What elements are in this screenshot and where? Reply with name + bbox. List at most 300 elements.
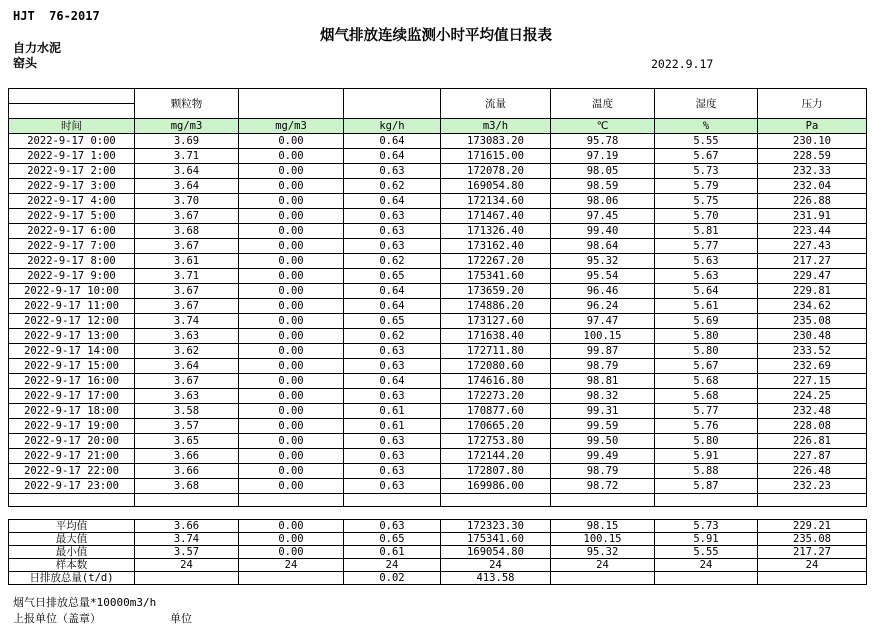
value-cell: 3.64 bbox=[135, 164, 239, 179]
value-cell: 99.87 bbox=[551, 344, 655, 359]
value-cell: 171615.00 bbox=[441, 149, 551, 164]
value-cell: 99.59 bbox=[551, 419, 655, 434]
time-cell: 2022-9-17 16:00 bbox=[9, 374, 135, 389]
summary-label-cell: 平均值 bbox=[9, 520, 135, 533]
summary-row bbox=[9, 520, 867, 533]
value-cell: 96.46 bbox=[551, 284, 655, 299]
value-cell: 232.23 bbox=[758, 479, 867, 494]
value-cell: 97.45 bbox=[551, 209, 655, 224]
value-cell: 5.55 bbox=[655, 546, 758, 559]
value-cell: 231.91 bbox=[758, 209, 867, 224]
time-cell: 2022-9-17 14:00 bbox=[9, 344, 135, 359]
hourly-row bbox=[9, 299, 867, 314]
hourly-row bbox=[9, 254, 867, 269]
value-cell: 98.79 bbox=[551, 464, 655, 479]
value-cell: 169054.80 bbox=[441, 546, 551, 559]
value-cell bbox=[758, 494, 867, 507]
time-header: 时间 bbox=[9, 119, 135, 134]
value-cell: 5.79 bbox=[655, 179, 758, 194]
value-cell: 0.00 bbox=[239, 520, 344, 533]
value-cell: 99.40 bbox=[551, 224, 655, 239]
value-cell: 0.62 bbox=[344, 329, 441, 344]
hourly-row bbox=[9, 389, 867, 404]
value-cell: 175341.60 bbox=[441, 269, 551, 284]
value-cell: 5.87 bbox=[655, 479, 758, 494]
value-cell: 3.67 bbox=[135, 239, 239, 254]
value-cell: 230.10 bbox=[758, 134, 867, 149]
hourly-row bbox=[9, 374, 867, 389]
time-cell: 2022-9-17 17:00 bbox=[9, 389, 135, 404]
value-cell: 3.68 bbox=[135, 479, 239, 494]
col-header-flow: 流量 bbox=[441, 89, 551, 119]
summary-label-cell: 最大值 bbox=[9, 533, 135, 546]
value-cell: 175341.60 bbox=[441, 533, 551, 546]
value-cell: 5.61 bbox=[655, 299, 758, 314]
value-cell: 0.00 bbox=[239, 299, 344, 314]
value-cell: 235.08 bbox=[758, 314, 867, 329]
value-cell: 3.67 bbox=[135, 209, 239, 224]
value-cell: 0.63 bbox=[344, 520, 441, 533]
value-cell: 5.88 bbox=[655, 464, 758, 479]
value-cell: 0.00 bbox=[239, 404, 344, 419]
value-cell: 5.64 bbox=[655, 284, 758, 299]
value-cell: 98.72 bbox=[551, 479, 655, 494]
value-cell: 171326.40 bbox=[441, 224, 551, 239]
value-cell: 3.67 bbox=[135, 284, 239, 299]
value-cell: 5.67 bbox=[655, 149, 758, 164]
time-cell: 2022-9-17 2:00 bbox=[9, 164, 135, 179]
time-cell: 2022-9-17 4:00 bbox=[9, 194, 135, 209]
value-cell: 0.62 bbox=[344, 254, 441, 269]
value-cell: 3.68 bbox=[135, 224, 239, 239]
value-cell: 99.49 bbox=[551, 449, 655, 464]
hourly-row bbox=[9, 164, 867, 179]
value-cell: 3.58 bbox=[135, 404, 239, 419]
value-cell: 3.74 bbox=[135, 533, 239, 546]
value-cell: 232.04 bbox=[758, 179, 867, 194]
summary-table bbox=[8, 519, 867, 585]
value-cell: 5.80 bbox=[655, 434, 758, 449]
hourly-row bbox=[9, 359, 867, 374]
value-cell bbox=[135, 494, 239, 507]
value-cell: 234.62 bbox=[758, 299, 867, 314]
value-cell: 224.25 bbox=[758, 389, 867, 404]
value-cell bbox=[135, 572, 239, 585]
value-cell: 174886.20 bbox=[441, 299, 551, 314]
value-cell: 0.64 bbox=[344, 149, 441, 164]
value-cell: 0.00 bbox=[239, 149, 344, 164]
value-cell: 5.91 bbox=[655, 533, 758, 546]
value-cell: 3.69 bbox=[135, 134, 239, 149]
value-cell: 171638.40 bbox=[441, 329, 551, 344]
value-cell: 0.00 bbox=[239, 179, 344, 194]
value-cell: 227.15 bbox=[758, 374, 867, 389]
value-cell: 0.02 bbox=[344, 572, 441, 585]
value-cell: 173083.20 bbox=[441, 134, 551, 149]
hourly-row bbox=[9, 419, 867, 434]
value-cell: 172807.80 bbox=[441, 464, 551, 479]
value-cell: 0.00 bbox=[239, 239, 344, 254]
value-cell: 98.32 bbox=[551, 389, 655, 404]
value-cell: 24 bbox=[344, 559, 441, 572]
value-cell: 170665.20 bbox=[441, 419, 551, 434]
value-cell: 5.68 bbox=[655, 374, 758, 389]
hourly-row bbox=[9, 194, 867, 209]
unit-celsius: ℃ bbox=[551, 119, 655, 134]
value-cell: 5.55 bbox=[655, 134, 758, 149]
empty-row bbox=[9, 494, 867, 507]
value-cell: 174616.80 bbox=[441, 374, 551, 389]
value-cell: 172080.60 bbox=[441, 359, 551, 374]
hourly-row bbox=[9, 314, 867, 329]
unit-mgm3-2: mg/m3 bbox=[239, 119, 344, 134]
value-cell: 0.00 bbox=[239, 419, 344, 434]
value-cell: 24 bbox=[441, 559, 551, 572]
hourly-row bbox=[9, 464, 867, 479]
value-cell: 0.63 bbox=[344, 239, 441, 254]
value-cell: 229.81 bbox=[758, 284, 867, 299]
value-cell: 0.00 bbox=[239, 269, 344, 284]
time-cell: 2022-9-17 0:00 bbox=[9, 134, 135, 149]
value-cell: 226.81 bbox=[758, 434, 867, 449]
value-cell: 172711.80 bbox=[441, 344, 551, 359]
value-cell: 0.00 bbox=[239, 359, 344, 374]
value-cell: 5.75 bbox=[655, 194, 758, 209]
value-cell: 0.64 bbox=[344, 284, 441, 299]
value-cell bbox=[758, 572, 867, 585]
value-cell: 98.64 bbox=[551, 239, 655, 254]
value-cell: 217.27 bbox=[758, 254, 867, 269]
hourly-row bbox=[9, 329, 867, 344]
report-date: 2022.9.17 bbox=[651, 57, 714, 71]
value-cell: 0.62 bbox=[344, 179, 441, 194]
value-cell: 0.61 bbox=[344, 404, 441, 419]
value-cell: 0.63 bbox=[344, 434, 441, 449]
value-cell: 24 bbox=[758, 559, 867, 572]
value-cell: 98.05 bbox=[551, 164, 655, 179]
value-cell: 230.48 bbox=[758, 329, 867, 344]
value-cell bbox=[655, 572, 758, 585]
value-cell: 0.63 bbox=[344, 224, 441, 239]
report-title: 烟气排放连续监测小时平均值日报表 bbox=[320, 28, 552, 44]
hourly-row bbox=[9, 404, 867, 419]
time-cell bbox=[9, 494, 135, 507]
time-cell: 2022-9-17 3:00 bbox=[9, 179, 135, 194]
value-cell: 24 bbox=[551, 559, 655, 572]
value-cell: 228.59 bbox=[758, 149, 867, 164]
value-cell: 0.00 bbox=[239, 284, 344, 299]
value-cell bbox=[551, 572, 655, 585]
value-cell: 172078.20 bbox=[441, 164, 551, 179]
value-cell: 0.63 bbox=[344, 164, 441, 179]
value-cell: 0.64 bbox=[344, 194, 441, 209]
value-cell: 0.63 bbox=[344, 464, 441, 479]
hourly-row bbox=[9, 209, 867, 224]
hourly-data-table bbox=[8, 88, 867, 507]
value-cell: 173127.60 bbox=[441, 314, 551, 329]
value-cell: 3.67 bbox=[135, 374, 239, 389]
value-cell: 170877.60 bbox=[441, 404, 551, 419]
value-cell: 5.70 bbox=[655, 209, 758, 224]
value-cell: 0.65 bbox=[344, 269, 441, 284]
value-cell: 5.69 bbox=[655, 314, 758, 329]
value-cell: 5.73 bbox=[655, 164, 758, 179]
value-cell: 3.63 bbox=[135, 329, 239, 344]
hourly-row bbox=[9, 224, 867, 239]
hourly-row bbox=[9, 479, 867, 494]
value-cell: 5.68 bbox=[655, 389, 758, 404]
time-cell: 2022-9-17 19:00 bbox=[9, 419, 135, 434]
hourly-row bbox=[9, 344, 867, 359]
value-cell bbox=[239, 494, 344, 507]
value-cell: 413.58 bbox=[441, 572, 551, 585]
value-cell: 5.63 bbox=[655, 254, 758, 269]
value-cell: 3.65 bbox=[135, 434, 239, 449]
value-cell: 0.00 bbox=[239, 209, 344, 224]
time-cell: 2022-9-17 22:00 bbox=[9, 464, 135, 479]
time-cell: 2022-9-17 1:00 bbox=[9, 149, 135, 164]
summary-row bbox=[9, 546, 867, 559]
value-cell: 95.54 bbox=[551, 269, 655, 284]
company-name: 自力水泥 bbox=[13, 41, 62, 55]
value-cell: 172273.20 bbox=[441, 389, 551, 404]
value-cell: 0.65 bbox=[344, 533, 441, 546]
value-cell: 172144.20 bbox=[441, 449, 551, 464]
time-cell: 2022-9-17 10:00 bbox=[9, 284, 135, 299]
value-cell: 0.63 bbox=[344, 344, 441, 359]
value-cell: 3.74 bbox=[135, 314, 239, 329]
corner-cell-bottom bbox=[9, 104, 135, 119]
value-cell: 98.79 bbox=[551, 359, 655, 374]
value-cell: 99.50 bbox=[551, 434, 655, 449]
value-cell: 232.48 bbox=[758, 404, 867, 419]
value-cell: 3.70 bbox=[135, 194, 239, 209]
value-cell: 5.77 bbox=[655, 404, 758, 419]
value-cell: 3.64 bbox=[135, 179, 239, 194]
value-cell: 0.00 bbox=[239, 449, 344, 464]
value-cell: 5.63 bbox=[655, 269, 758, 284]
unit-percent: % bbox=[655, 119, 758, 134]
value-cell: 0.64 bbox=[344, 374, 441, 389]
value-cell: 171467.40 bbox=[441, 209, 551, 224]
time-cell: 2022-9-17 21:00 bbox=[9, 449, 135, 464]
time-cell: 2022-9-17 20:00 bbox=[9, 434, 135, 449]
value-cell: 95.32 bbox=[551, 254, 655, 269]
value-cell: 3.71 bbox=[135, 269, 239, 284]
value-cell: 217.27 bbox=[758, 546, 867, 559]
value-cell: 223.44 bbox=[758, 224, 867, 239]
col-header-pressure: 压力 bbox=[758, 89, 867, 119]
col-header-temperature: 温度 bbox=[551, 89, 655, 119]
value-cell: 5.76 bbox=[655, 419, 758, 434]
value-cell: 3.57 bbox=[135, 546, 239, 559]
value-cell: 96.24 bbox=[551, 299, 655, 314]
col-header-particulate: 颗粒物 bbox=[135, 89, 239, 119]
value-cell: 227.87 bbox=[758, 449, 867, 464]
value-cell: 98.59 bbox=[551, 179, 655, 194]
hourly-row bbox=[9, 149, 867, 164]
value-cell: 24 bbox=[239, 559, 344, 572]
value-cell: 3.57 bbox=[135, 419, 239, 434]
value-cell: 169986.00 bbox=[441, 479, 551, 494]
value-cell bbox=[441, 494, 551, 507]
value-cell: 0.61 bbox=[344, 546, 441, 559]
value-cell: 3.66 bbox=[135, 464, 239, 479]
time-cell: 2022-9-17 23:00 bbox=[9, 479, 135, 494]
summary-row bbox=[9, 572, 867, 585]
value-cell: 169054.80 bbox=[441, 179, 551, 194]
value-cell: 5.73 bbox=[655, 520, 758, 533]
value-cell: 97.19 bbox=[551, 149, 655, 164]
value-cell: 228.08 bbox=[758, 419, 867, 434]
value-cell: 3.71 bbox=[135, 149, 239, 164]
report-unit-label: 上报单位（盖章） bbox=[13, 612, 101, 625]
unit-m3h: m3/h bbox=[441, 119, 551, 134]
value-cell: 0.00 bbox=[239, 314, 344, 329]
value-cell: 0.00 bbox=[239, 533, 344, 546]
doc-code: HJT 76-2017 bbox=[13, 9, 100, 23]
hourly-row bbox=[9, 239, 867, 254]
value-cell: 3.63 bbox=[135, 389, 239, 404]
hourly-row bbox=[9, 434, 867, 449]
value-cell: 3.67 bbox=[135, 299, 239, 314]
value-cell: 226.88 bbox=[758, 194, 867, 209]
value-cell: 172267.20 bbox=[441, 254, 551, 269]
unit-mgm3-1: mg/m3 bbox=[135, 119, 239, 134]
value-cell bbox=[655, 494, 758, 507]
time-cell: 2022-9-17 5:00 bbox=[9, 209, 135, 224]
value-cell: 0.64 bbox=[344, 299, 441, 314]
value-cell: 97.47 bbox=[551, 314, 655, 329]
value-cell: 0.00 bbox=[239, 254, 344, 269]
value-cell: 229.21 bbox=[758, 520, 867, 533]
value-cell: 233.52 bbox=[758, 344, 867, 359]
value-cell: 99.31 bbox=[551, 404, 655, 419]
time-cell: 2022-9-17 7:00 bbox=[9, 239, 135, 254]
value-cell: 24 bbox=[655, 559, 758, 572]
value-cell bbox=[551, 494, 655, 507]
time-cell: 2022-9-17 15:00 bbox=[9, 359, 135, 374]
value-cell: 172134.60 bbox=[441, 194, 551, 209]
summary-row bbox=[9, 533, 867, 546]
unit-kgh: kg/h bbox=[344, 119, 441, 134]
value-cell: 0.00 bbox=[239, 479, 344, 494]
hourly-row bbox=[9, 449, 867, 464]
value-cell: 98.15 bbox=[551, 520, 655, 533]
value-cell: 0.63 bbox=[344, 359, 441, 374]
time-cell: 2022-9-17 12:00 bbox=[9, 314, 135, 329]
value-cell: 0.00 bbox=[239, 344, 344, 359]
value-cell: 95.32 bbox=[551, 546, 655, 559]
col-header-blank-2 bbox=[344, 89, 441, 119]
value-cell: 173162.40 bbox=[441, 239, 551, 254]
value-cell: 0.00 bbox=[239, 164, 344, 179]
value-cell: 172323.30 bbox=[441, 520, 551, 533]
value-cell: 3.66 bbox=[135, 520, 239, 533]
hourly-row bbox=[9, 134, 867, 149]
value-cell: 3.62 bbox=[135, 344, 239, 359]
time-cell: 2022-9-17 18:00 bbox=[9, 404, 135, 419]
value-cell: 0.64 bbox=[344, 134, 441, 149]
value-cell: 24 bbox=[135, 559, 239, 572]
value-cell: 95.78 bbox=[551, 134, 655, 149]
value-cell: 98.81 bbox=[551, 374, 655, 389]
summary-label-cell: 日排放总量(t/d) bbox=[9, 572, 135, 585]
unit-label: 单位 bbox=[170, 612, 192, 625]
value-cell: 5.91 bbox=[655, 449, 758, 464]
value-cell: 0.00 bbox=[239, 374, 344, 389]
unit-header-row bbox=[9, 119, 867, 134]
value-cell: 5.81 bbox=[655, 224, 758, 239]
value-cell: 227.43 bbox=[758, 239, 867, 254]
value-cell: 172753.80 bbox=[441, 434, 551, 449]
value-cell: 0.00 bbox=[239, 329, 344, 344]
time-cell: 2022-9-17 11:00 bbox=[9, 299, 135, 314]
unit-pa: Pa bbox=[758, 119, 867, 134]
time-cell: 2022-9-17 13:00 bbox=[9, 329, 135, 344]
value-cell: 3.64 bbox=[135, 359, 239, 374]
value-cell: 235.08 bbox=[758, 533, 867, 546]
value-cell: 3.61 bbox=[135, 254, 239, 269]
value-cell: 98.06 bbox=[551, 194, 655, 209]
value-cell: 232.33 bbox=[758, 164, 867, 179]
col-header-blank-1 bbox=[239, 89, 344, 119]
time-cell: 2022-9-17 9:00 bbox=[9, 269, 135, 284]
value-cell: 0.00 bbox=[239, 434, 344, 449]
value-cell: 226.48 bbox=[758, 464, 867, 479]
value-cell: 0.63 bbox=[344, 209, 441, 224]
value-cell: 229.47 bbox=[758, 269, 867, 284]
value-cell: 5.80 bbox=[655, 329, 758, 344]
station-name: 窑头 bbox=[13, 56, 38, 70]
summary-row bbox=[9, 559, 867, 572]
value-cell: 0.00 bbox=[239, 134, 344, 149]
value-cell: 5.80 bbox=[655, 344, 758, 359]
value-cell: 0.65 bbox=[344, 314, 441, 329]
group-header-row bbox=[9, 89, 867, 104]
summary-label-cell: 最小值 bbox=[9, 546, 135, 559]
hourly-row bbox=[9, 179, 867, 194]
footer-row bbox=[13, 610, 413, 626]
value-cell: 0.63 bbox=[344, 389, 441, 404]
time-cell: 2022-9-17 6:00 bbox=[9, 224, 135, 239]
value-cell: 0.00 bbox=[239, 194, 344, 209]
col-header-humidity: 湿度 bbox=[655, 89, 758, 119]
value-cell: 0.00 bbox=[239, 546, 344, 559]
value-cell: 0.00 bbox=[239, 389, 344, 404]
hourly-row bbox=[9, 284, 867, 299]
value-cell: 0.63 bbox=[344, 449, 441, 464]
summary-label-cell: 样本数 bbox=[9, 559, 135, 572]
value-cell: 232.69 bbox=[758, 359, 867, 374]
hourly-row bbox=[9, 269, 867, 284]
value-cell: 0.00 bbox=[239, 464, 344, 479]
corner-cell-top bbox=[9, 89, 135, 104]
value-cell: 5.77 bbox=[655, 239, 758, 254]
value-cell: 5.67 bbox=[655, 359, 758, 374]
value-cell: 100.15 bbox=[551, 329, 655, 344]
value-cell: 100.15 bbox=[551, 533, 655, 546]
value-cell: 0.00 bbox=[239, 224, 344, 239]
value-cell bbox=[344, 494, 441, 507]
value-cell: 0.63 bbox=[344, 479, 441, 494]
value-cell: 3.66 bbox=[135, 449, 239, 464]
value-cell: 173659.20 bbox=[441, 284, 551, 299]
value-cell bbox=[239, 572, 344, 585]
total-flow-note: 烟气日排放总量*10000m3/h bbox=[13, 596, 157, 609]
value-cell: 0.61 bbox=[344, 419, 441, 434]
time-cell: 2022-9-17 8:00 bbox=[9, 254, 135, 269]
